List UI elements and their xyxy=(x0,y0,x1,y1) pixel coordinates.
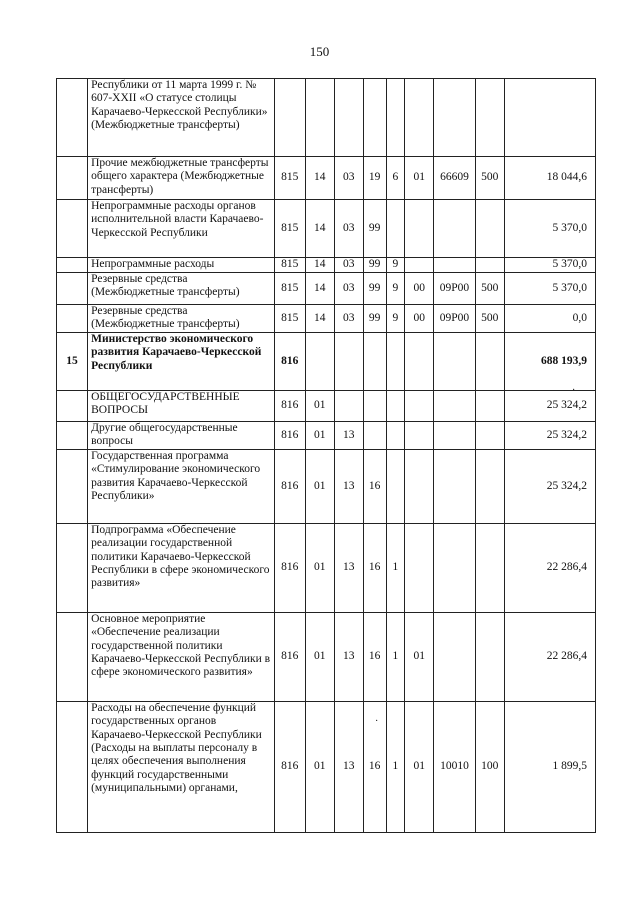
glava-code-cell: 816 xyxy=(274,422,305,450)
podrazdel-code-cell: 03 xyxy=(334,200,363,258)
row-number-cell xyxy=(57,305,88,333)
expense-type-code-cell xyxy=(475,391,504,422)
subprogram-code-cell xyxy=(386,79,405,157)
subprogram-code-cell: 1 xyxy=(386,523,405,612)
razdel-code-cell: 01 xyxy=(305,701,334,832)
podrazdel-code-cell: 03 xyxy=(334,258,363,273)
program-code-cell: 99 xyxy=(363,273,386,305)
row-number-cell xyxy=(57,157,88,200)
razdel-code-cell: 01 xyxy=(305,449,334,523)
subprogram-code-cell xyxy=(386,449,405,523)
table-row xyxy=(57,612,596,701)
expense-type-code-cell: 500 xyxy=(475,157,504,200)
podrazdel-code-cell: 03 xyxy=(334,157,363,200)
table-row xyxy=(57,523,596,612)
direction-code-cell xyxy=(434,391,475,422)
podrazdel-code-cell: 13 xyxy=(334,701,363,832)
amount-cell: 22 286,4 xyxy=(504,612,595,701)
podrazdel-code-cell: 13 xyxy=(334,612,363,701)
expense-type-code-cell xyxy=(475,449,504,523)
program-code-cell xyxy=(363,391,386,422)
expense-type-code-cell xyxy=(475,79,504,157)
table-row xyxy=(57,701,596,832)
glava-code-cell: 815 xyxy=(274,157,305,200)
program-code-cell: 99 xyxy=(363,305,386,333)
amount-cell: 18 044,6 xyxy=(504,157,595,200)
main-activity-code-cell xyxy=(405,523,434,612)
row-name-cell: Резервные средства (Межбюджетные трансферты) xyxy=(88,273,275,305)
row-name-cell: Непрограммные расходы органов исполнительной власти Карачаево-Черкесской Республики xyxy=(88,200,275,258)
subprogram-code-cell xyxy=(386,391,405,422)
direction-code-cell xyxy=(434,422,475,450)
row-name-cell: Государственная программа «Стимулирование экономического развития Карачаево-Черкесской Республики» xyxy=(88,449,275,523)
row-name-cell: Непрограммные расходы xyxy=(88,258,275,273)
row-number-cell xyxy=(57,258,88,273)
razdel-code-cell xyxy=(305,79,334,157)
podrazdel-code-cell: 13 xyxy=(334,449,363,523)
table-row xyxy=(57,200,596,258)
razdel-code-cell: 14 xyxy=(305,200,334,258)
glava-code-cell: 816 xyxy=(274,523,305,612)
amount-cell: 25 324,2 xyxy=(504,422,595,450)
table-row xyxy=(57,449,596,523)
amount-cell: 688 193,9 xyxy=(504,333,595,391)
row-number-cell xyxy=(57,273,88,305)
glava-code-cell: 816 xyxy=(274,701,305,832)
amount-cell: 5 370,0 xyxy=(504,200,595,258)
podrazdel-code-cell: 03 xyxy=(334,273,363,305)
row-number-cell xyxy=(57,391,88,422)
expense-type-code-cell xyxy=(475,422,504,450)
glava-code-cell: 816 xyxy=(274,449,305,523)
subprogram-code-cell xyxy=(386,422,405,450)
subprogram-code-cell: 9 xyxy=(386,258,405,273)
program-code-cell: 16 xyxy=(363,449,386,523)
direction-code-cell: 09Р00 xyxy=(434,273,475,305)
subprogram-code-cell: 1 xyxy=(386,701,405,832)
razdel-code-cell: 01 xyxy=(305,391,334,422)
amount-cell: 25 324,2 xyxy=(504,391,595,422)
table-row xyxy=(57,258,596,273)
razdel-code-cell: 14 xyxy=(305,273,334,305)
subprogram-code-cell xyxy=(386,200,405,258)
razdel-code-cell: 14 xyxy=(305,305,334,333)
main-activity-code-cell: 01 xyxy=(405,612,434,701)
main-activity-code-cell xyxy=(405,258,434,273)
row-name-cell: Расходы на обеспечение функций государственных органов Карачаево-Черкесской Республики (Расходы на выплаты персоналу в целях обеспечения выполнения функций государственными (муниципальными) органами, xyxy=(88,701,275,832)
row-number-cell xyxy=(57,449,88,523)
program-code-cell xyxy=(363,422,386,450)
program-code-cell xyxy=(363,333,386,391)
direction-code-cell: 09Р00 xyxy=(434,305,475,333)
expense-type-code-cell xyxy=(475,200,504,258)
subprogram-code-cell: 9 xyxy=(386,273,405,305)
subprogram-code-cell: 1 xyxy=(386,612,405,701)
table-body xyxy=(57,79,596,833)
razdel-code-cell: 14 xyxy=(305,258,334,273)
glava-code-cell: 816 xyxy=(274,612,305,701)
expense-type-code-cell: 100 xyxy=(475,701,504,832)
row-number-cell xyxy=(57,612,88,701)
expense-type-code-cell: 500 xyxy=(475,305,504,333)
subprogram-code-cell: 6 xyxy=(386,157,405,200)
glava-code-cell: 816 xyxy=(274,391,305,422)
razdel-code-cell: 01 xyxy=(305,422,334,450)
scan-dot: · xyxy=(375,716,379,727)
row-name-cell: Подпрограмма «Обеспечение реализации государственной политики Карачаево-Черкесской Республики в сфере экономического развития» xyxy=(88,523,275,612)
main-activity-code-cell xyxy=(405,200,434,258)
main-activity-code-cell: 00 xyxy=(405,305,434,333)
table-row xyxy=(57,157,596,200)
table-row xyxy=(57,79,596,157)
row-name-cell: Республики от 11 марта 1999 г. № 607-XXII «О статусе столицы Карачаево-Черкесской Республики» (Межбюджетные трансферты) xyxy=(88,79,275,157)
expense-type-code-cell: 500 xyxy=(475,273,504,305)
amount-cell: 1 899,5 xyxy=(504,701,595,832)
row-name-cell: Министерство экономического развития Карачаево-Черкесской Республики xyxy=(88,333,275,391)
amount-cell: 5 370,0 xyxy=(504,258,595,273)
direction-code-cell xyxy=(434,79,475,157)
table-row xyxy=(57,305,596,333)
expense-type-code-cell xyxy=(475,258,504,273)
direction-code-cell xyxy=(434,612,475,701)
direction-code-cell xyxy=(434,333,475,391)
razdel-code-cell: 14 xyxy=(305,157,334,200)
razdel-code-cell: 01 xyxy=(305,612,334,701)
glava-code-cell: 815 xyxy=(274,273,305,305)
podrazdel-code-cell xyxy=(334,333,363,391)
table-row xyxy=(57,333,596,391)
main-activity-code-cell xyxy=(405,449,434,523)
main-activity-code-cell xyxy=(405,79,434,157)
subprogram-code-cell xyxy=(386,333,405,391)
row-name-cell: ОБЩЕГОСУДАРСТВЕННЫЕ ВОПРОСЫ xyxy=(88,391,275,422)
glava-code-cell: 815 xyxy=(274,305,305,333)
budget-table xyxy=(56,78,596,833)
glava-code-cell: 815 xyxy=(274,200,305,258)
page-number: 150 xyxy=(309,44,330,59)
main-activity-code-cell xyxy=(405,391,434,422)
row-number-cell xyxy=(57,523,88,612)
table-row xyxy=(57,391,596,422)
row-number-cell: 15 xyxy=(57,333,88,391)
main-activity-code-cell: 01 xyxy=(405,701,434,832)
program-code-cell: 16 xyxy=(363,701,386,832)
amount-cell: 22 286,4 xyxy=(504,523,595,612)
podrazdel-code-cell: 13 xyxy=(334,523,363,612)
row-number-cell xyxy=(57,79,88,157)
podrazdel-code-cell xyxy=(334,79,363,157)
program-code-cell xyxy=(363,79,386,157)
amount-cell: 0,0 xyxy=(504,305,595,333)
program-code-cell: 16 xyxy=(363,612,386,701)
amount-cell: 5 370,0 xyxy=(504,273,595,305)
row-name-cell: Прочие межбюджетные трансферты общего характера (Межбюджетные трансферты) xyxy=(88,157,275,200)
glava-code-cell xyxy=(274,79,305,157)
scan-dot: · xyxy=(572,385,576,396)
program-code-cell: 99 xyxy=(363,258,386,273)
razdel-code-cell: 01 xyxy=(305,523,334,612)
row-number-cell xyxy=(57,701,88,832)
podrazdel-code-cell xyxy=(334,391,363,422)
row-name-cell: Основное мероприятие «Обеспечение реализации государственной политики Карачаево-Черкесской Республики в сфере экономического развития» xyxy=(88,612,275,701)
row-number-cell xyxy=(57,200,88,258)
podrazdel-code-cell: 13 xyxy=(334,422,363,450)
direction-code-cell: 66609 xyxy=(434,157,475,200)
expense-type-code-cell xyxy=(475,333,504,391)
program-code-cell: 16 xyxy=(363,523,386,612)
glava-code-cell: 815 xyxy=(274,258,305,273)
table-row xyxy=(57,273,596,305)
podrazdel-code-cell: 03 xyxy=(334,305,363,333)
subprogram-code-cell: 9 xyxy=(386,305,405,333)
program-code-cell: 19 xyxy=(363,157,386,200)
row-name-cell: Другие общегосударственные вопросы xyxy=(88,422,275,450)
direction-code-cell: 10010 xyxy=(434,701,475,832)
expense-type-code-cell xyxy=(475,612,504,701)
program-code-cell: 99 xyxy=(363,200,386,258)
expense-type-code-cell xyxy=(475,523,504,612)
main-activity-code-cell xyxy=(405,333,434,391)
direction-code-cell xyxy=(434,258,475,273)
row-number-cell xyxy=(57,422,88,450)
main-activity-code-cell: 00 xyxy=(405,273,434,305)
main-activity-code-cell xyxy=(405,422,434,450)
direction-code-cell xyxy=(434,449,475,523)
razdel-code-cell xyxy=(305,333,334,391)
direction-code-cell xyxy=(434,523,475,612)
amount-cell xyxy=(504,79,595,157)
direction-code-cell xyxy=(434,200,475,258)
main-activity-code-cell: 01 xyxy=(405,157,434,200)
glava-code-cell: 816 xyxy=(274,333,305,391)
row-name-cell: Резервные средства (Межбюджетные трансферты) xyxy=(88,305,275,333)
amount-cell: 25 324,2 xyxy=(504,449,595,523)
table-row xyxy=(57,422,596,450)
